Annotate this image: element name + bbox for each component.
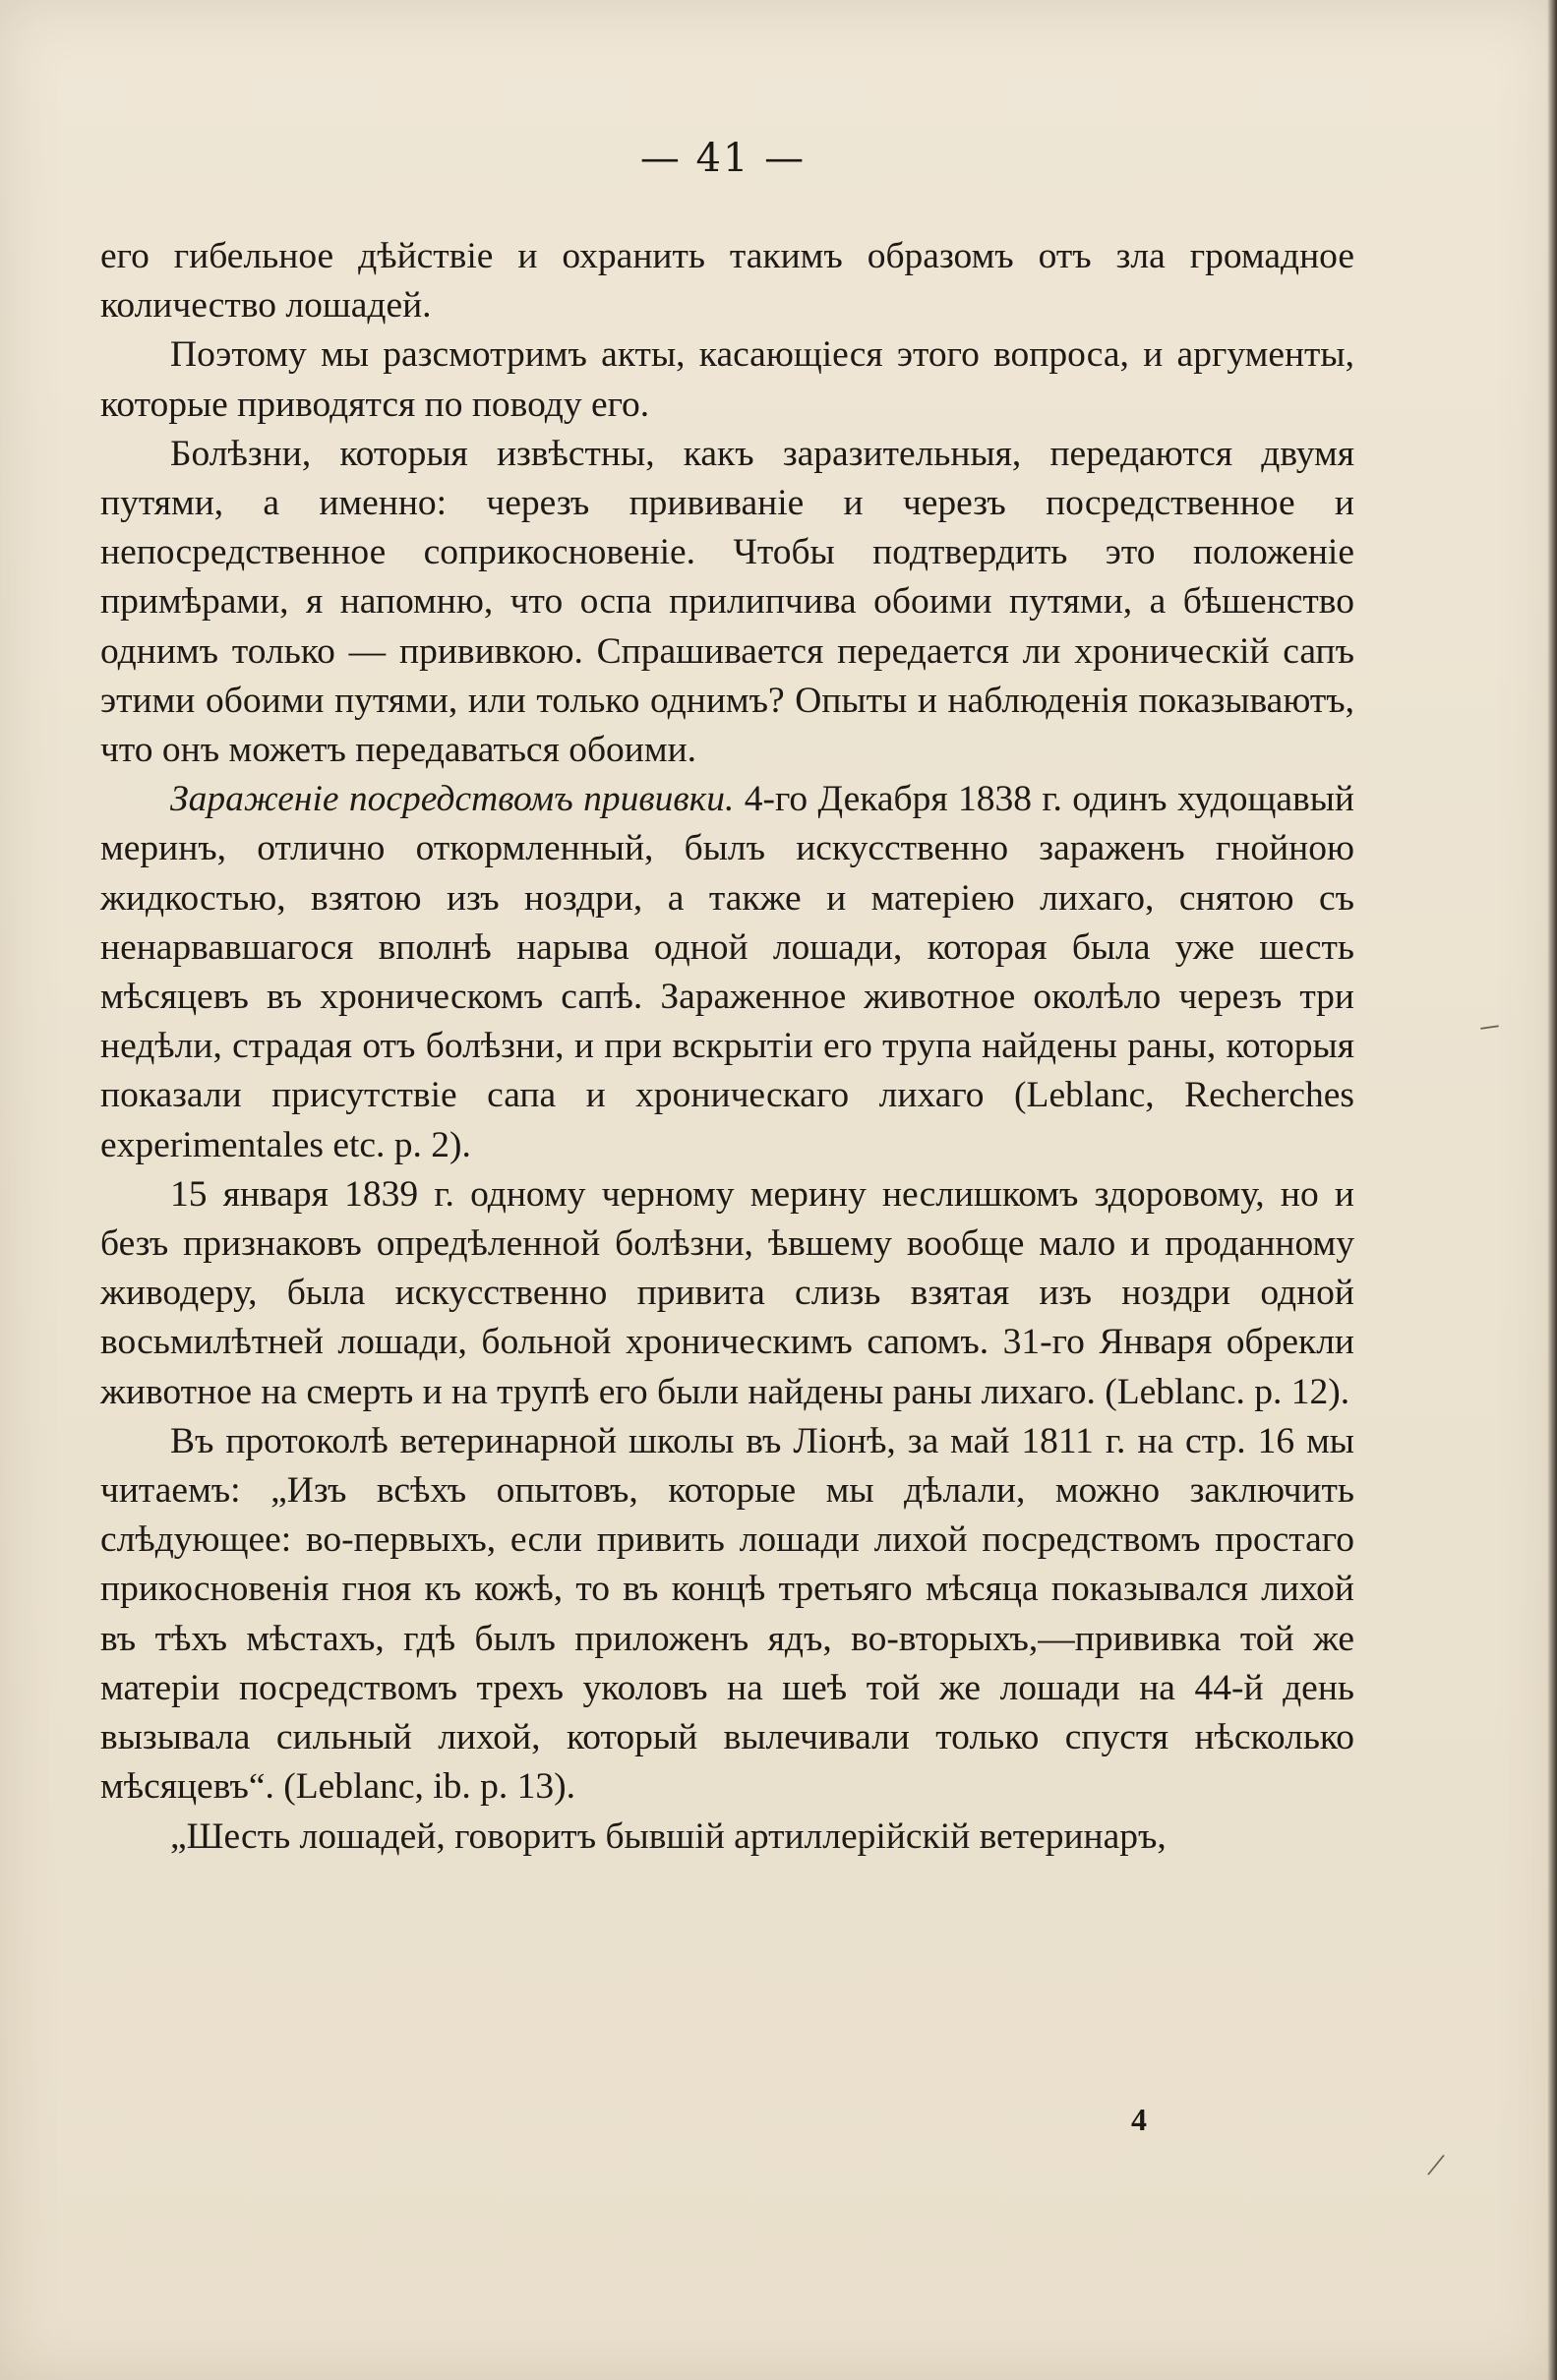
- page-number: — 41 —: [639, 136, 807, 181]
- paragraph-4-heading: Зараженіе посредствомъ прививки.: [170, 779, 735, 820]
- signature-mark: 4: [1131, 2102, 1147, 2137]
- body-text: [100, 232, 1354, 1862]
- paragraph-3: Болѣзни, которыя извѣстны, какъ заразительныя, передаются двумя путями, а именно: черезъ прививаніе и черезъ посредственное и непосредственное соприкосновеніе. Чтобы подтвердить это положеніе примѣрами, я напомню, что оспа прилипчива обоими путями, а бѣшенство однимъ только — прививкою. Спрашивается передается ли хроническій сапъ этими обоими путями, или только однимъ? Опыты и наблюденія показываютъ, что онъ можетъ передаваться обоими.: [100, 433, 1354, 771]
- paragraph-1: его гибельное дѣйствіе и охранить такимъ образомъ отъ зла громадное количество лошадей.: [100, 236, 1354, 327]
- paragraph-2: Поэтому мы разсмотримъ акты, касающіеся этого вопроса, и аргументы, которые приводятся по поводу его.: [100, 334, 1354, 425]
- page-edge-shadow: [1547, 0, 1557, 2380]
- paragraph-4-text: 4-го Декабря 1838 г. одинъ худощавый меринъ, отлично откормленный, былъ искусственно зараженъ гнойною жидкостью, взятою изъ ноздри, а также и матеріею лихаго, снятою съ ненарвавшагося вполнѣ нарыва одной лошади, которая была уже шесть мѣсяцевъ въ хроническомъ сапѣ. Зараженное животное околѣло черезъ три недѣли, страдая отъ болѣзни, и при вскрытіи его трупа найдены раны, которыя показали присутствіе сапа и хроническаго лихаго (Leblanc, Recherches experimentales etc. p. 2).: [100, 779, 1354, 1165]
- paragraph-4: [100, 775, 1354, 1170]
- margin-stroke-icon: –: [1477, 1002, 1501, 1045]
- margin-tick-icon: /: [1424, 2144, 1448, 2185]
- paragraph-5: 15 января 1839 г. одному черному мерину неслишкомъ здоровому, но и безъ признаковъ опредѣленной болѣзни, ѣвшему вообще мало и проданному живодеру, была искусственно привита слизь взятая изъ ноздри одной восьмилѣтней лошади, больной хроническимъ сапомъ. 31-го Января обрекли животное на смерть и на трупѣ его были найдены раны лихаго. (Leblanc. p. 12).: [100, 1173, 1354, 1412]
- paragraph-6: Въ протоколѣ ветеринарной школы въ Ліонѣ, за май 1811 г. на стр. 16 мы читаемъ: „Изъ всѣхъ опытовъ, которые мы дѣлали, можно заключить слѣдующее: во-первыхъ, если привить лошади лихой посредствомъ простаго прикосновенія гноя къ кожѣ, то въ концѣ третьяго мѣсяца показывался лихой въ тѣхъ мѣстахъ, гдѣ былъ приложенъ ядъ, во-вторыхъ,—прививка той же матеріи посредствомъ трехъ уколовъ на шеѣ той же лошади на 44-й день вызывала сильный лихой, который вылечивали только спустя нѣсколько мѣсяцевъ“. (Leblanc, ib. p. 13).: [100, 1420, 1354, 1808]
- paragraph-7: „Шесть лошадей, говоритъ бывшій артиллерійскій ветеринаръ,: [170, 1815, 1167, 1857]
